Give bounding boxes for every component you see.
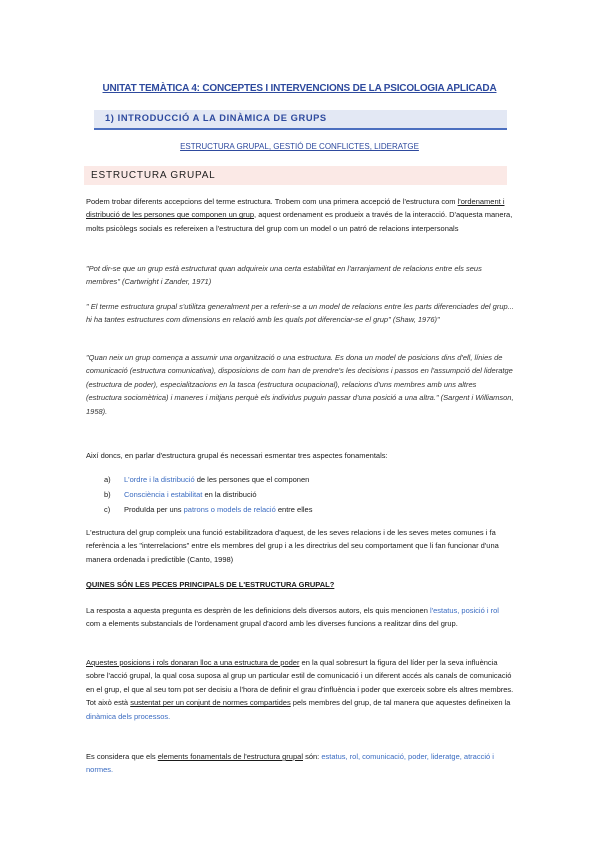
list-label: a) bbox=[104, 475, 111, 484]
list-label: b) bbox=[104, 490, 111, 499]
text-run: de les persones que el componen bbox=[194, 475, 310, 484]
quote-shaw bbox=[86, 300, 514, 327]
paragraph-positions bbox=[86, 656, 514, 723]
text-run: són: bbox=[302, 752, 322, 761]
underlined-text: sustentat per un conjunt de normes compartides bbox=[130, 698, 291, 708]
highlighted-text: patrons o models de relació bbox=[183, 505, 276, 514]
paragraph-function bbox=[86, 526, 514, 566]
unit-title: UNITAT TEMÀTICA 4: CONCEPTES I INTERVENCIONS DE LA PSICOLOGIA APLICADA bbox=[102, 83, 497, 94]
subsection-heading: ESTRUCTURA GRUPAL bbox=[91, 170, 216, 181]
quote-text: "Pot dir-se que un grup està estructurat quan adquireix una certa estabilitat en l'arranjament de relacions entre els seus membres" (Cartwright i Zander, 1971) bbox=[86, 264, 482, 287]
highlighted-text: estatus, rol, comunicació, poder, lideratge, atracció i normes. bbox=[86, 752, 494, 775]
question-heading bbox=[86, 578, 514, 591]
subsection-heading-bar bbox=[84, 166, 507, 185]
section-heading: 1) INTRODUCCIÓ A LA DINÀMICA DE GRUPS bbox=[105, 113, 327, 123]
text-run: Es considera que els bbox=[86, 752, 158, 761]
paragraph-intro bbox=[86, 195, 514, 235]
paragraph-aspects bbox=[86, 449, 514, 462]
list-item bbox=[104, 503, 312, 516]
paragraph-text: L'estructura del grup compleix una funció estabilitzadora d'aquest, de les seves relacions i de les seves metes comunes i fa referència a les "interrelacions" entre els membres del grup i a les directrius del seu comportament que li fan funcionar d'una manera ordenada i predictible (Canto, 1998) bbox=[86, 528, 499, 564]
text-run: Produïda per uns bbox=[124, 505, 184, 514]
section-heading-bar bbox=[94, 110, 507, 130]
underlined-text: elements fonamentals de l'estructura grupal bbox=[157, 752, 303, 761]
text-run: pels membres del grup, de tal manera que aquestes defineixen la bbox=[290, 698, 511, 708]
highlighted-text: l'estatus, posició i rol bbox=[429, 606, 499, 615]
paragraph-answer bbox=[86, 604, 514, 631]
text-run: , aquest ordenament es produeix a través de la interacció. D'aquesta manera, molts psicòlegs socials es refereixen a l'estructura del grup com un model o un patró de relacions interpersonals bbox=[86, 210, 513, 233]
underlined-text: l'ordenament i distribució de les persones que componen un grup bbox=[86, 197, 505, 220]
text-run: entre elles bbox=[275, 505, 313, 514]
topics-subtitle: ESTRUCTURA GRUPAL, GESTIÓ DE CONFLICTES, LIDERATGE bbox=[180, 142, 419, 151]
text-run: La resposta a aquesta pregunta es desprèn de les definicions dels diversos autors, els quis mencionen bbox=[86, 606, 430, 615]
underlined-text: Aquestes posicions i rols donaran lloc a una estructura de poder bbox=[86, 658, 300, 667]
highlighted-text: L'ordre i la distribució bbox=[124, 475, 195, 484]
quote-sargent bbox=[86, 351, 514, 418]
highlighted-text: dinàmica dels processos. bbox=[86, 711, 171, 721]
text-run: com a elements substancials de l'ordenament grupal d'acord amb les diverses funcions a realitzar dins del grup. bbox=[86, 619, 458, 629]
paragraph-text: Així doncs, en parlar d'estructura grupal és necessari esmentar tres aspectes fonamentals: bbox=[86, 451, 388, 460]
list-item bbox=[104, 488, 257, 501]
list-label: c) bbox=[104, 505, 111, 514]
list-item bbox=[104, 473, 309, 486]
highlighted-text: Consciència i estabilitat bbox=[124, 490, 203, 499]
question-text: QUINES SÓN LES PECES PRINCIPALS DE L'ESTRUCTURA GRUPAL? bbox=[86, 580, 335, 589]
quote-text: "Quan neix un grup comença a assumir una organització o una estructura. Es dona un model de posicions dins d'ell, línies de comunicació (estructura comunicativa), disposicions de com han de prendre's les decisions i passos en l'assumpció del lideratge (estructura de poder), especialitzacions en la tasca (estructura ocupacional), relacions d'uns membres amb uns altres (estructura sociomètrica) i maneres i mitjans perquè els individus puguin passar d'una posició a una altra." (Sargent i Williamson, 1958). bbox=[86, 353, 514, 416]
text-run: en la qual sobresurt la figura del líder per la seva influència sobre l'acció grupal, la qual cosa suposa al grup un particular estil de comunicació i un diferent accés als canals de comunicació en el grup, el que al seu torn pot ser decisiu a l'hora de definir el grau d'influència i poder que exerceix sobre els altres membres. Tot això està bbox=[86, 658, 514, 708]
quote-cartwright bbox=[86, 262, 514, 289]
text-run: Podem trobar diferents accepcions del terme estructura. Trobem com una primera accepció de l'estructura com bbox=[86, 197, 458, 206]
quote-text: " El terme estructura grupal s'utilitza generalment per a referir-se a un model de relacions entre les parts diferenciades del grup... hi ha tantes estructures com dimensions en relació amb les quals pot diferenciar-se el grup" (Shaw, 1976)" bbox=[86, 302, 514, 325]
text-run: en la distribució bbox=[202, 490, 257, 499]
paragraph-elements bbox=[86, 750, 514, 777]
